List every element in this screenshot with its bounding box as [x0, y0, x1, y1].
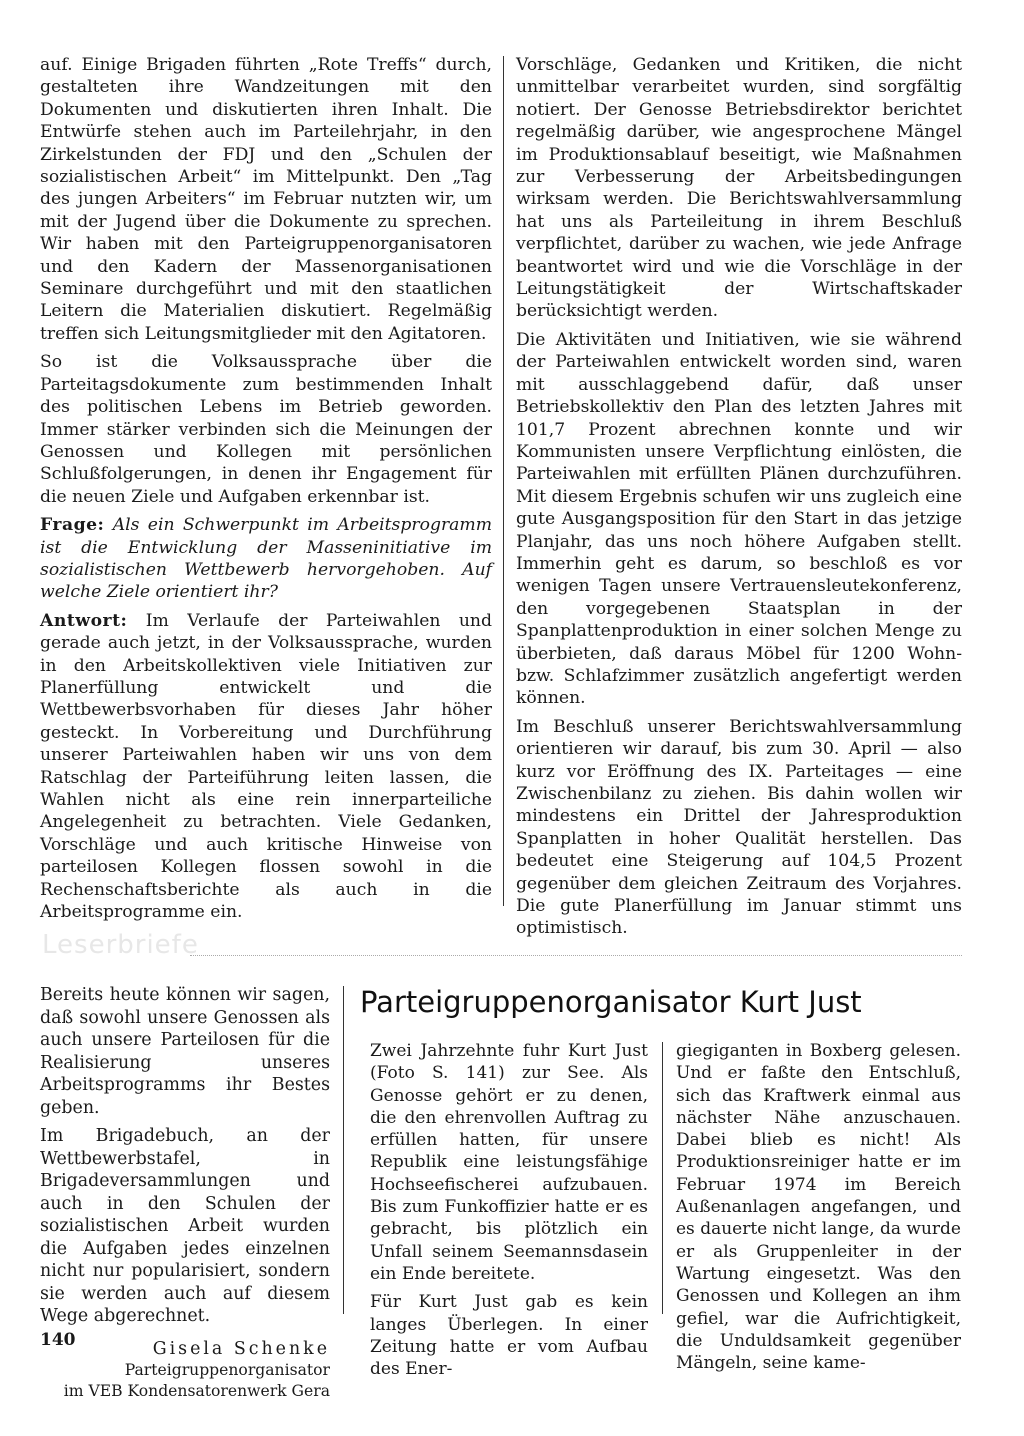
paragraph: So ist die Volksaussprache über die Parteitagsdokumente zum bestimmenden Inhalt des politischen Lebens im Betrieb geworden. Immer stärker verbinden sich die Meinungen der Genossen und Kollegen mit persönlichen Schlußfolgerungen, in denen ihr Engagement für die neuen Ziele und Aufgaben erkennbar ist. — [40, 352, 492, 507]
paragraph: Die Aktivitäten und Initiativen, wie sie während der Parteiwahlen entwickelt worden sind, waren mit ausschlaggebend dafür, daß unser Betriebskollektiv den Plan des letzten Jahres mit 101,7 Prozent abrechnen konnte und wir Kommunisten unsere Verpflichtung einlösten, die Parteiwahlen mit erfüllten Plänen durchzuführen. Mit diesem Ergebnis schufen wir uns zugleich eine gute Ausgangsposition für den Start in das jetzige Planjahr, das uns noch höhere Aufgaben stellt. Immerhin geht es darum, so beschloß es vor wenigen Tagen unsere Vertrauensleutekonferenz, den vorgegebenen Staatsplan in der Spanplattenproduktion in einer solchen Menge zu überbieten, daß daraus Möbel für 1200 Wohn- bzw. Schlafzimmer zusätzlich angefertigt werden können. — [516, 329, 963, 709]
paragraph: auf. Einige Brigaden führten „Rote Treffs“ durch, gestalteten ihre Wandzeitungen mit den Dokumenten und diskutierten ihren Inhalt. Die Entwürfe stehen auch im Parteilehrjahr, in den Zirkelstunden der FDJ und den „Schulen der sozialistischen Arbeit“ im Mittelpunkt. Den „Tag des jungen Arbeiters“ im Februar nutzten wir, um mit der Jugend über die Dokumente zu sprechen. Wir haben mit den Parteigruppenorganisatoren und den Kadern der Massenorganisationen Seminare durchgeführt und mit den staatlichen Leitern die Materialien diskutiert. Regelmäßig treffen sich Leitungsmitglieder mit den Agitatoren. — [40, 55, 492, 344]
article-title: Parteigruppenorganisator Kurt Just — [360, 985, 862, 1019]
column-divider — [662, 1042, 663, 1314]
page-number: 140 — [40, 1330, 76, 1350]
paragraph: Vorschläge, Gedanken und Kritiken, die nicht unmittelbar verarbeitet wurden, sind sorgfältig notiert. Der Genosse Betriebsdirektor berichtet regelmäßig darüber, wie angesprochene Mängel im Produktionsablauf beseitigt, wie Maßnahmen zur Verbesserung der Arbeitsbedingungen wirksam werden. Die Berichtswahlversammlung hat uns als Parteileitung in ihrem Beschluß verpflichtet, darüber zu wachen, wie jede Anfrage beantwortet wird und wie die Vorschläge in der Leitungstätigkeit der Wirtschaftskader berücksichtigt werden. — [516, 55, 962, 322]
paragraph: giegiganten in Boxberg gelesen. Und er faßte den Entschluß, sich das Kraftwerk einmal aus nächster Nähe anzuschauen. Dabei blieb es nicht! Als Produktionsreiniger hatte er im Februar 1974 im Bereich Außenanlagen angefangen, und es dauerte nicht lange, da wurde er als Gruppenleiter in der Wartung eingesetzt. Was den Genossen und Kollegen an ihm gefiel, war die Aufrichtigkeit, die Unduldsamkeit gegenüber Mängeln, seine kame- — [676, 1041, 961, 1374]
paragraph: Bereits heute können wir sagen, daß sowohl unsere Genossen als auch unsere Parteilosen für die Realisierung unseres Arbeitsprogramms ihr Bestes geben. — [40, 985, 330, 1118]
section-divider — [190, 955, 962, 956]
paragraph: Im Beschluß unserer Berichtswahlversammlung orientieren wir darauf, bis zum 30. April — also kurz vor Eröffnung des IX. Parteitages — eine Zwischenbilanz zu ziehen. Bis dahin wollen wir mindestens ein Drittel der Jahresproduktion Spanplatten in hoher Qualität herstellen. Das bedeutet eine Steigerung auf 104,5 Prozent gegenüber dem gleichen Zeitraum des Vorjahres. Die gute Planerfüllung im Januar stimmt uns optimistisch. — [516, 716, 962, 939]
section-label: Leserbriefe — [42, 930, 199, 960]
paragraph: Zwei Jahrzehnte fuhr Kurt Just (Foto S. 141) zur See. Als Genosse gehört er zu denen, die den ehrenvollen Auftrag zu erfüllen hatten, für unsere Republik eine leistungsfähige Hochseefischerei aufzubauen. Bis zum Funkoffizier hatte er es gebracht, bis plötzlich ein Unfall seinem Seemannsdasein ein Ende bereitete. — [370, 1041, 648, 1284]
answer-text: Im Verlaufe der Parteiwahlen und gerade auch jetzt, in der Volksaussprache, wurden in den Arbeitskollektiven viele Initiativen zur Planerfüllung entwickelt und die Wettbewerbsvorhaben für dieses Jahr höher gesteckt. In Vorbereitung und Durchführung unserer Parteiwahlen haben wir uns von dem Ratschlag der Parteiführung leiten lassen, die Wahlen nicht als eine rein innerparteiliche Angelegenheit zu betrachten. Viele Gedanken, Vorschläge und auch kritische Hinweise von parteilosen Kollegen flossen sowohl in die Rechenschaftsberichte als auch in die Arbeitsprogramme ein. — [40, 610, 492, 923]
column-divider — [503, 56, 504, 906]
paragraph: Für Kurt Just gab es kein langes Überlegen. In einer Zeitung hatte er vom Aufbau des Ener- — [370, 1292, 648, 1380]
paragraph: Im Brigadebuch, an der Wettbewerbstafel, in Brigadeversammlungen und auch in den Schulen der sozialistischen Arbeit wurden die Aufgaben jedes einzelnen nicht nur popularisiert, sondern sie werden auch auf diesem Wege abgerechnet. — [40, 1126, 330, 1326]
article-column-right — [676, 1040, 961, 1374]
answer-paragraph — [40, 610, 492, 924]
answer-label: Antwort: — [40, 610, 128, 631]
signature-role: Parteigruppenorganisator — [124, 1361, 330, 1379]
question-paragraph — [40, 514, 492, 604]
signature-name: Gisela Schenke — [152, 1338, 330, 1359]
question-text: Als ein Schwerpunkt im Arbeitsprogramm ist die Entwicklung der Masseninitiative im sozialistischen Wettbewerb hervorgehoben. Auf welche Ziele orientiert ihr? — [40, 515, 492, 603]
article-column-left — [370, 1040, 648, 1380]
text-column-top-right — [516, 54, 962, 940]
signature-organization: im VEB Kondensatorenwerk Gera — [63, 1382, 330, 1400]
letter-column — [40, 984, 330, 1402]
question-label: Frage: — [40, 515, 105, 536]
text-column-top-left — [40, 54, 492, 923]
column-divider — [343, 986, 344, 1314]
